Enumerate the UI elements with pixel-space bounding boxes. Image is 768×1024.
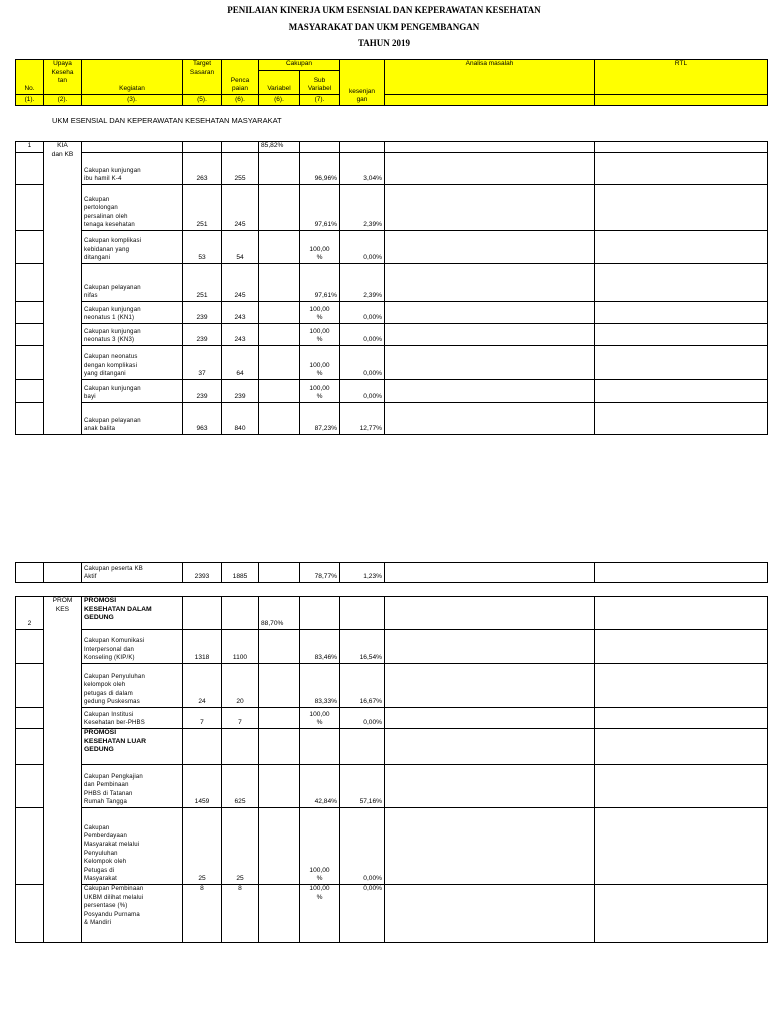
table-row <box>16 597 768 630</box>
title-line-3: TAHUN 2019 <box>357 38 411 48</box>
kegiatan-cell: Cakupan Institusi Kesehatan ber-PHBS <box>82 708 183 729</box>
pencapaian-cell: 255 <box>222 153 259 185</box>
gap-cell: 16,67% <box>340 664 385 708</box>
gap-cell: 0,00% <box>340 324 385 346</box>
header-num-5: (5). <box>183 95 222 106</box>
header-kesenjangan: kesenjan gan <box>340 60 385 106</box>
kegiatan-cell: Cakupan Pemberdayaan Masyarakat melalui Penyuluhan Kelompok oleh Petugas di Masyarakat <box>82 808 183 885</box>
header-upaya: Upaya Keseha tan <box>44 60 82 95</box>
kegiatan-cell: Cakupan kunjungan neonatus 1 (KN1) <box>82 302 183 324</box>
pencapaian-cell: 7 <box>222 708 259 729</box>
sub-cell: 83,46% <box>300 630 340 664</box>
gap-cell: 0,00% <box>340 808 385 885</box>
target-cell: 1459 <box>183 765 222 808</box>
table-row <box>16 885 768 943</box>
sub-cell: 78,77% <box>300 563 340 583</box>
table-row <box>16 563 768 583</box>
section-title: UKM ESENSIAL DAN KEPERAWATAN KESEHATAN MASYARAKAT <box>52 116 282 125</box>
kegiatan-cell: Cakupan Pengkajian dan Pembinaan PHBS di Tatanan Rumah Tangga <box>82 765 183 808</box>
gap-cell: 2,39% <box>340 264 385 302</box>
table-row <box>16 765 768 808</box>
header-variabel: Variabel <box>259 71 300 95</box>
title-line-2: MASYARAKAT DAN UKM PENGEMBANGAN <box>288 21 480 32</box>
gap-cell: 2,39% <box>340 185 385 231</box>
sub-cell: 100,00 % <box>300 708 340 729</box>
pencapaian-cell: 54 <box>222 231 259 264</box>
target-cell: 239 <box>183 380 222 403</box>
gap-cell: 0,00% <box>340 708 385 729</box>
header-num-6a: (6). <box>222 95 259 106</box>
pencapaian-cell: 245 <box>222 264 259 302</box>
pencapaian-cell: 243 <box>222 302 259 324</box>
target-cell: 24 <box>183 664 222 708</box>
kegiatan-cell: Cakupan kunjungan ibu hamil K-4 <box>82 153 183 185</box>
kegiatan-cell: Cakupan kunjungan bayi <box>82 380 183 403</box>
table-row <box>16 380 768 403</box>
promkes-upaya: PROM KES <box>44 597 82 943</box>
sub-cell: 42,84% <box>300 765 340 808</box>
kegiatan-cell: Cakupan komplikasi kebidanan yang ditangani <box>82 231 183 264</box>
sub-cell: 100,00 % <box>300 380 340 403</box>
pencapaian-cell: 20 <box>222 664 259 708</box>
header-cakupan: Cakupan <box>259 60 340 71</box>
pencapaian-cell: 840 <box>222 403 259 435</box>
table-row <box>16 729 768 765</box>
gap-cell: 16,54% <box>340 630 385 664</box>
header-target: Target Sasaran <box>183 60 222 95</box>
promosi-dalam-heading: PROMOSI KESEHATAN DALAM GEDUNG <box>82 597 183 630</box>
kegiatan-cell: Cakupan Penyuluhan kelompok oleh petugas di dalam gedung Puskesmas <box>82 664 183 708</box>
table-row <box>16 302 768 324</box>
gap-cell: 3,04% <box>340 153 385 185</box>
kegiatan-cell: Cakupan neonatus dengan komplikasi yang ditangani <box>82 346 183 380</box>
gap-cell: 57,16% <box>340 765 385 808</box>
promkes-no: 2 <box>16 597 44 630</box>
sub-cell: 100,00 % <box>300 885 340 943</box>
pencapaian-cell: 25 <box>222 808 259 885</box>
gap-cell: 0,00% <box>340 231 385 264</box>
gap-cell: 0,00% <box>340 346 385 380</box>
pencapaian-cell: 8 <box>222 885 259 943</box>
pencapaian-cell: 625 <box>222 765 259 808</box>
sub-cell: 87,23% <box>300 403 340 435</box>
kegiatan-cell: Cakupan kunjungan neonatus 3 (KN3) <box>82 324 183 346</box>
sub-cell: 97,61% <box>300 264 340 302</box>
kia-variabel: 85,82% <box>259 142 300 153</box>
gap-cell: 1,23% <box>340 563 385 583</box>
table-row <box>16 153 768 185</box>
target-cell: 7 <box>183 708 222 729</box>
table-row <box>16 664 768 708</box>
gap-cell: 0,00% <box>340 302 385 324</box>
sub-cell: 100,00 % <box>300 324 340 346</box>
kegiatan-cell: Cakupan pelayanan anak balita <box>82 403 183 435</box>
target-cell: 263 <box>183 153 222 185</box>
header-num-1: (1). <box>16 95 44 106</box>
kegiatan-cell: Cakupan Pembinaan UKBM dilihat melalui persentase (%) Posyandu Purnama & Mandiri <box>82 885 183 943</box>
header-num-6b: (6). <box>259 95 300 106</box>
promkes-table <box>15 596 768 943</box>
kegiatan-cell: Cakupan pelayanan nifas <box>82 264 183 302</box>
table-row <box>16 808 768 885</box>
sub-cell: 97,61% <box>300 185 340 231</box>
title-line-1: PENILAIAN KINERJA UKM ESENSIAL DAN KEPERAWATAN KESEHATAN <box>227 5 541 15</box>
header-num-2: (2). <box>44 95 82 106</box>
table-row <box>16 264 768 302</box>
header-no: No. <box>16 60 44 95</box>
target-cell: 37 <box>183 346 222 380</box>
header-kegiatan: Kegiatan <box>82 60 183 95</box>
sub-cell: 96,96% <box>300 153 340 185</box>
header-analisa: Analisa masalah <box>385 60 595 95</box>
target-cell: 239 <box>183 324 222 346</box>
pencapaian-cell: 1100 <box>222 630 259 664</box>
target-cell: 53 <box>183 231 222 264</box>
sub-cell: 100,00 % <box>300 302 340 324</box>
report-title <box>0 2 768 52</box>
sub-cell: 100,00 % <box>300 346 340 380</box>
pencapaian-cell: 245 <box>222 185 259 231</box>
kegiatan-cell: Cakupan Komunikasi Interpersonal dan Konseling (KIP/K) <box>82 630 183 664</box>
target-cell: 963 <box>183 403 222 435</box>
kia-upaya: KIA dan KB <box>44 142 82 435</box>
table-row <box>16 708 768 729</box>
target-cell: 251 <box>183 264 222 302</box>
pencapaian-cell: 64 <box>222 346 259 380</box>
kia-table <box>15 141 768 435</box>
promkes-variabel: 88,70% <box>259 597 300 630</box>
header-num-7: (7). <box>300 95 340 106</box>
pencapaian-cell: 239 <box>222 380 259 403</box>
gap-cell: 0,00% <box>340 885 385 943</box>
target-cell: 239 <box>183 302 222 324</box>
table-row <box>16 630 768 664</box>
header-table <box>15 59 768 106</box>
kegiatan-cell: Cakupan peserta KB Aktif <box>82 563 183 583</box>
table-row <box>16 231 768 264</box>
table-row <box>16 403 768 435</box>
target-cell: 25 <box>183 808 222 885</box>
header-pencapaian: Penca paian <box>222 60 259 95</box>
target-cell: 251 <box>183 185 222 231</box>
header-rtl: RTL <box>595 60 768 95</box>
pencapaian-cell: 1885 <box>222 563 259 583</box>
target-cell: 1318 <box>183 630 222 664</box>
gap-cell: 0,00% <box>340 380 385 403</box>
target-cell: 2393 <box>183 563 222 583</box>
header-subvariabel: Sub Variabel <box>300 71 340 95</box>
sub-cell: 100,00 % <box>300 231 340 264</box>
pencapaian-cell: 243 <box>222 324 259 346</box>
gap-cell: 12,77% <box>340 403 385 435</box>
target-cell: 8 <box>183 885 222 943</box>
table-row <box>16 324 768 346</box>
kegiatan-cell: Cakupan pertolongan persalinan oleh tenaga kesehatan <box>82 185 183 231</box>
sub-cell: 100,00 % <box>300 808 340 885</box>
table-row <box>16 185 768 231</box>
kb-table <box>15 562 768 583</box>
table-row <box>16 346 768 380</box>
sub-cell: 83,33% <box>300 664 340 708</box>
kia-no: 1 <box>16 142 44 153</box>
promosi-luar-heading: PROMOSI KESEHATAN LUAR GEDUNG <box>82 729 183 765</box>
header-num-3: (3). <box>82 95 183 106</box>
